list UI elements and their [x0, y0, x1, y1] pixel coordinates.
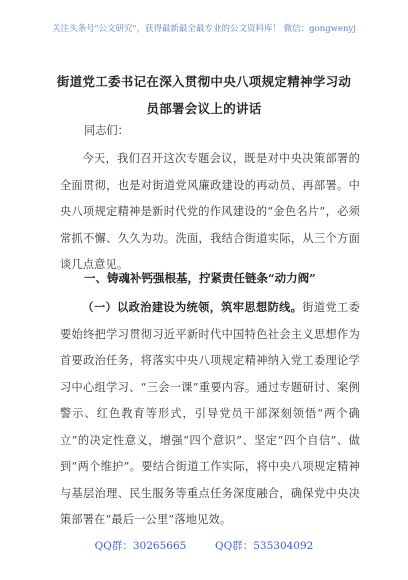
paragraph-lead: （一）以政治建设为统领，筑牢思想防线。 [82, 300, 303, 314]
paragraph-body: 街道党工委要始终把学习贯彻习近平新时代中国特色社会主义思想作为首要政治任务，将落实中央八项规定精神纳入党工委理论学习中心组学习、“三会一课”重要内容。通过专题研讨、案例警示、红色教育等形式，引导党员干部深刻领悟“两个确立”的决定性意义，增强“四个意识”、坚定“四个自信”、做到“两个维护”。要结合街道工作实际，将中央八项规定精神与基层治理、民生服务等重点任务深度融合，确保党中央决策部署在“最后一公里”落地见效。 [60, 301, 360, 526]
document-title: 街道党工委书记在深入贯彻中央八项规定精神学习动员部署会议上的讲话 [56, 74, 352, 116]
salutation: 同志们： [84, 124, 129, 137]
footer-qq-group-1: QQ群：30265665 [94, 540, 187, 552]
footer [0, 538, 408, 553]
promo-banner: 关注头条号"公文研究"，获得最新最全最专业的公文资料库！ 微信：gongwenyj [52, 24, 356, 34]
footer-qq-group-2: QQ群：535304092 [215, 540, 314, 552]
intro-paragraph: 今天，我们召开这次专题会议，既是对中央决策部署的全面贯彻，也是对街道党风廉政建设的再动员、再部署。中央八项规定精神是新时代党的作风建设的“金色名片”，必须常抓不懈、久久为功。洗面，我结合街道实际，从三个方面谈几点意见。 [60, 152, 360, 271]
section-heading: 一、铸魂补钙强根基，拧紧责任链条“动力阀” [84, 271, 316, 285]
body-paragraph [60, 294, 360, 534]
